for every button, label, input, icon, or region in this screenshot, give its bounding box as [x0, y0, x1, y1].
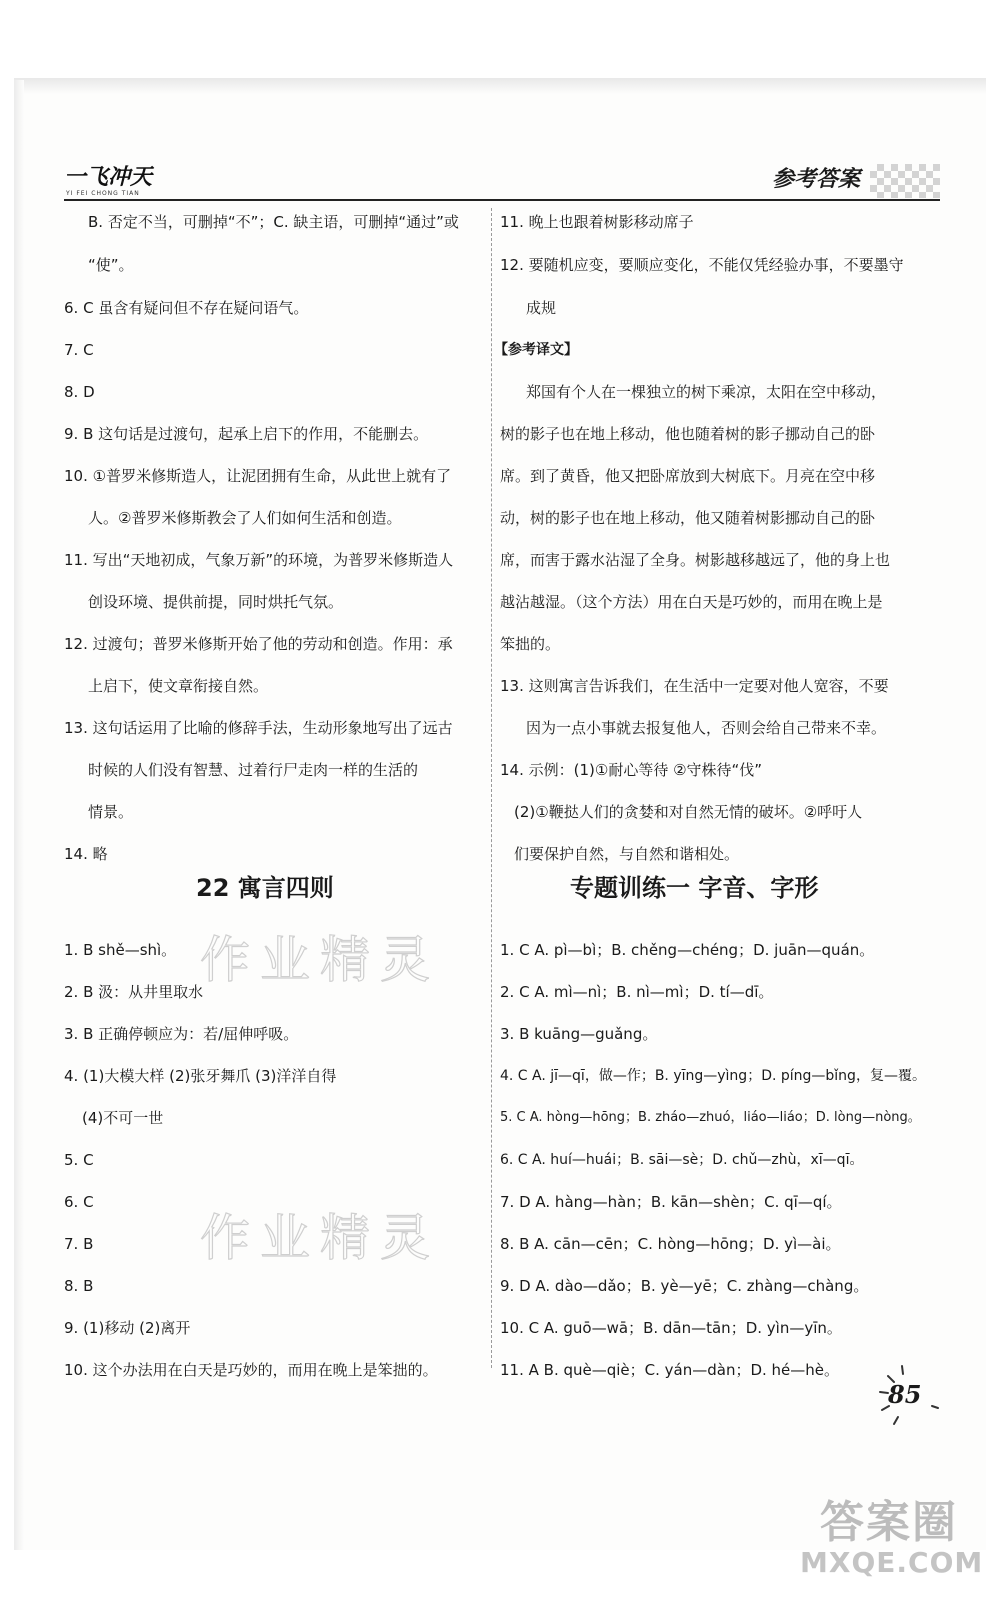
checker-decoration	[870, 164, 940, 198]
answer-line: 11. 晚上也跟着树影移动席子	[500, 213, 694, 231]
page-side-shadow	[14, 80, 24, 1550]
answer-line: 7. B	[64, 1235, 94, 1253]
answer-line: 5. C	[64, 1151, 94, 1169]
answer-line: 创设环境、提供前提，同时烘托气氛。	[88, 593, 344, 611]
translation-label: 【参考译文】	[494, 342, 578, 358]
section-heading: 专题训练一 字音、字形	[570, 874, 819, 902]
translation-line: 越沾越湿。（这个方法）用在白天是巧妙的，而用在晚上是	[500, 593, 883, 611]
translation-line: 席，而害于露水沾湿了全身。树影越移越远了，他的身上也	[500, 551, 891, 569]
answer-line: 2. C A. mì—nì；B. nì—mì；D. tí—dī。	[500, 983, 774, 1001]
translation-line: 动，树的影子也在地上移动，他又随着树影挪动自己的卧	[500, 509, 876, 527]
answer-line: 7. D A. hàng—hàn；B. kān—shèn；C. qī—qí。	[500, 1193, 842, 1211]
brand-subtitle: YI FEI CHONG TIAN	[66, 190, 140, 197]
answer-line: 10. C A. guō—wā；B. dān—tān；D. yìn—yīn。	[500, 1319, 842, 1337]
answer-line: 9. (1)移动 (2)离开	[64, 1319, 191, 1337]
answer-line: 们要保护自然，与自然和谐相处。	[514, 845, 740, 863]
answer-line: 因为一点小事就去报复他人，否则会给自己带来不幸。	[526, 719, 887, 737]
answer-line: 12. 要随机应变，要顺应变化，不能仅凭经验办事，不要墨守	[500, 256, 904, 274]
answer-line: 13. 这则寓言告诉我们，在生活中一定要对他人宽容，不要	[500, 677, 889, 695]
answer-line: 3. B 正确停顿应为：若/屈伸呼吸。	[64, 1025, 299, 1043]
watermark-text: 作业精灵	[200, 931, 440, 989]
site-url-watermark: MXQE.COM	[800, 1546, 984, 1579]
answer-line: 10. 这个办法用在白天是巧妙的，而用在晚上是笨拙的。	[64, 1361, 438, 1379]
translation-line: 郑国有个人在一棵独立的树下乘凉，太阳在空中移动，	[526, 383, 887, 401]
column-divider	[491, 208, 492, 1368]
answer-line: B. 否定不当，可删掉“不”；C. 缺主语，可删掉“通过”或	[88, 213, 459, 231]
answer-line: 12. 过渡句；普罗米修斯开始了他的劳动和创造。作用：承	[64, 635, 453, 653]
header-rule	[64, 199, 940, 201]
answer-line: 11. A B. què—qiè；C. yán—dàn；D. hé—hè。	[500, 1361, 840, 1379]
answer-line: (4)不可一世	[82, 1109, 164, 1127]
answer-line: 10. ①普罗米修斯造人，让泥团拥有生命，从此世上就有了	[64, 467, 452, 485]
answer-line: 情景。	[88, 803, 134, 821]
brand-logo: 一飞冲天	[64, 164, 153, 190]
answer-line: 8. B A. cān—cēn；C. hòng—hōng；D. yì—ài。	[500, 1235, 841, 1253]
answer-line: 3. B kuāng—guǎng。	[500, 1025, 658, 1043]
answer-line: 1. B shě—shì。	[64, 941, 177, 959]
answer-line: 5. C A. hòng—hōng；B. zháo—zhuó，liáo—liáo；D. lòng—nòng。	[500, 1110, 921, 1125]
answer-line: 6. C A. huí—huái；B. sāi—sè；D. chǔ—zhù，xī—qī。	[500, 1152, 864, 1168]
answer-line: 9. D A. dào—dǎo；B. yè—yē；C. zhàng—chàng。	[500, 1277, 869, 1295]
answer-line: 6. C	[64, 1193, 94, 1211]
page-number: 85	[888, 1380, 922, 1409]
answer-line: 6. C 虽含有疑问但不存在疑问语气。	[64, 299, 309, 317]
watermark-text: 作业精灵	[200, 1209, 440, 1267]
answer-line: 1. C A. pì—bì；B. chěng—chéng；D. juān—quán。	[500, 941, 875, 959]
answer-line: 人。②普罗米修斯教会了人们如何生活和创造。	[88, 509, 402, 527]
answer-line: (2)①鞭挞人们的贪婪和对自然无情的破坏。②呼吁人	[514, 803, 863, 821]
site-watermark: 答案圈	[820, 1497, 958, 1548]
answer-line: 8. D	[64, 383, 95, 401]
answer-line: 8. B	[64, 1277, 94, 1295]
page-title: 参考答案	[772, 166, 861, 192]
answer-line: 2. B 汲：从井里取水	[64, 983, 204, 1001]
answer-line: 14. 示例：(1)①耐心等待 ②守株待“伐”	[500, 761, 763, 779]
answer-line: 时候的人们没有智慧、过着行尸走肉一样的生活的	[88, 761, 419, 779]
answer-line: 4. (1)大模大样 (2)张牙舞爪 (3)洋洋自得	[64, 1067, 337, 1085]
section-heading: 22 寓言四则	[196, 874, 334, 902]
answer-line: 11. 写出“天地初成，气象万新”的环境，为普罗米修斯造人	[64, 551, 454, 569]
translation-line: 笨拙的。	[500, 635, 561, 653]
answer-line: 7. C	[64, 341, 94, 359]
answer-line: 成规	[526, 299, 557, 317]
answer-line: 4. C A. jī—qī，做—作；B. yīng—yìng；D. píng—bǐng，复—覆。	[500, 1068, 926, 1084]
answer-line: 13. 这句话运用了比喻的修辞手法，生动形象地写出了远古	[64, 719, 453, 737]
translation-line: 席。到了黄昏，他又把卧席放到大树底下。月亮在空中移	[500, 467, 876, 485]
answer-line: 9. B 这句话是过渡句，起承上启下的作用，不能删去。	[64, 425, 429, 443]
translation-line: 树的影子也在地上移动，他也随着树的影子挪动自己的卧	[500, 425, 876, 443]
answer-line: 14. 略	[64, 845, 108, 863]
answer-line: 上启下，使文章衔接自然。	[88, 677, 269, 695]
page-top-shadow	[14, 78, 986, 94]
answer-line: “使”。	[88, 256, 134, 274]
